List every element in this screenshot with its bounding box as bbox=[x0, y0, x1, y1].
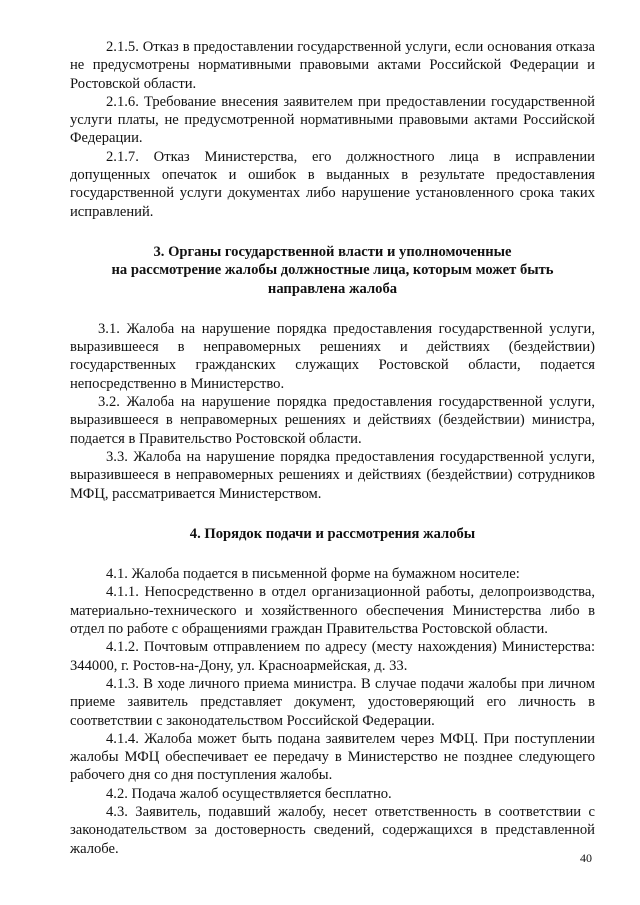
paragraph-4-2: 4.2. Подача жалоб осуществляется бесплатно. bbox=[106, 785, 392, 802]
paragraph-4-1-1: 4.1.1. Непосредственно в отдел организационной работы, делопроизводства, материально-технического и хозяйственного обеспечения Министерства либо в отдел по работе с обращениями граждан Правительства Ростовской области. bbox=[70, 584, 595, 638]
paragraph-2-1-5: 2.1.5. Отказ в предоставлении государственной услуги, если основания отказа не предусмотрены нормативными правовыми актами Российской Федерации и Ростовской области. bbox=[70, 39, 595, 92]
section-3-heading-line-1: 3. Органы государственной власти и уполномоченные bbox=[153, 243, 512, 260]
section-4-heading: 4. Порядок подачи и рассмотрения жалобы bbox=[189, 525, 476, 542]
paragraph-4-1-4: 4.1.4. Жалоба может быть подана заявителем через МФЦ. При поступлении жалобы МФЦ обеспечивает ее передачу в Министерство не позднее следующего рабочего дня со дня поступления жалобы. bbox=[70, 730, 595, 784]
section-3-heading-line-3: направлена жалоба bbox=[267, 280, 398, 297]
paragraph-3-2: 3.2. Жалоба на нарушение порядка предоставления государственной услуги, выразившееся в неправомерных решениях и действиях (бездействии) министра, подается в Правительство Ростовской области. bbox=[70, 394, 595, 447]
spacer bbox=[70, 543, 595, 565]
section-3-heading bbox=[70, 243, 595, 298]
document-body bbox=[70, 38, 595, 858]
section-3-heading-line-2: на рассмотрение жалобы должностные лица, которым может быть bbox=[111, 262, 554, 279]
paragraph-2-1-6: 2.1.6. Требование внесения заявителем при предоставлении государственной услуги платы, не предусмотренной нормативными правовыми актами Российской Федерации. bbox=[70, 93, 595, 147]
paragraph-2-1-7: 2.1.7. Отказ Министерства, его должностного лица в исправлении допущенных опечаток и ошибок в выданных в результате предоставления государственной услуги документах либо нарушение установленного срока таких исправлений. bbox=[70, 148, 595, 220]
paragraph-4-1-2: 4.1.2. Почтовым отправлением по адресу (месту нахождения) Министерства: 344000, г. Ростов-на-Дону, ул. Красноармейская, д. 33. bbox=[70, 639, 595, 674]
page-number: 40 bbox=[580, 851, 592, 865]
paragraph-3-3: 3.3. Жалоба на нарушение порядка предоставления государственной услуги, выразившееся в неправомерных решениях и действиях (бездействии) сотрудников МФЦ, рассматривается Министерством. bbox=[70, 448, 595, 502]
paragraph-4-1: 4.1. Жалоба подается в письменной форме на бумажном носителе: bbox=[106, 566, 520, 583]
paragraph-4-3: 4.3. Заявитель, подавший жалобу, несет ответственность в соответствии с законодательством за достоверность сведений, содержащихся в представленной жалобе. bbox=[70, 803, 595, 857]
spacer bbox=[70, 503, 595, 525]
spacer bbox=[70, 221, 595, 243]
paragraph-4-1-3: 4.1.3. В ходе личного приема министра. В случае подачи жалобы при личном приеме заявитель представляет документ, удостоверяющий его личность в соответствии с законодательством Российской Федерации. bbox=[70, 675, 595, 729]
spacer bbox=[70, 298, 595, 320]
paragraph-3-1: 3.1. Жалоба на нарушение порядка предоставления государственной услуги, выразившееся в неправомерных решениях и действиях (бездействии) государственных гражданских служащих Ростовской области, подается непосредственно в Министерство. bbox=[70, 320, 595, 392]
